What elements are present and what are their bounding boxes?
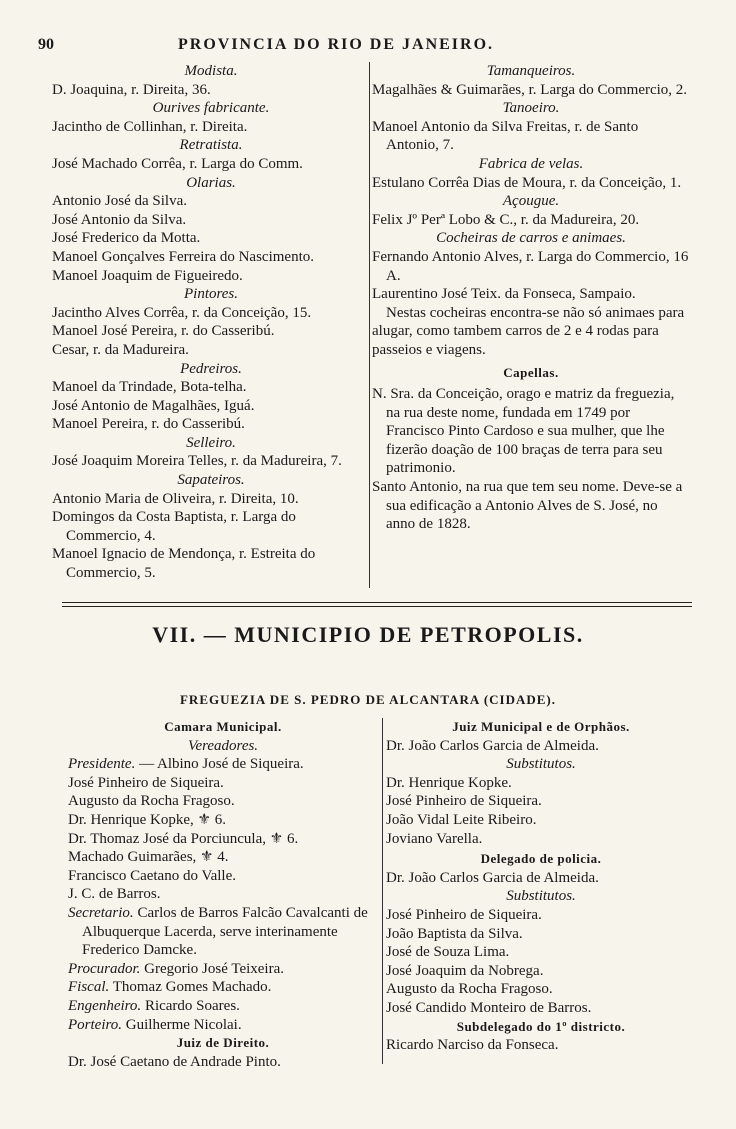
list-item: Antonio José da Silva. [52,193,187,210]
heading-capellas: Capellas. [503,364,559,380]
list-item: Dr. João Carlos Garcia de Almeida. [386,737,599,754]
list-item: Machado Guimarães, ⚜ 4. [68,849,229,866]
list-item: Francisco Caetano do Valle. [68,867,237,884]
secretario-entry [68,904,378,960]
list-item: José Antonio de Magalhães, Iguá. [52,397,255,414]
divider-rule [62,606,692,607]
heading-olarias: Olarias. [186,174,236,191]
list-item: José Pinheiro de Siqueira. [386,793,542,810]
list-item: Jacintho Alves Corrêa, r. da Conceição, 15. [52,304,312,321]
list-item: Joviano Varella. [386,830,483,847]
upper-right-column [372,62,690,534]
list-item: João Baptista da Silva. [386,925,523,942]
list-item: Manoel Pereira, r. do Casseribú. [52,416,245,433]
secretario-value: Carlos de Barros Falcão Cavalcanti de Albuquerque Lacerda, serve interinamente Frederico Damcke. [82,904,368,959]
heading-fabrica-velas: Fabrica de velas. [478,155,584,172]
list-item: Estulano Corrêa Dias de Moura, r. da Conceição, 1. [372,174,682,191]
list-item: Felix Jº Perª Lobo & C., r. da Madureira, 20. [372,211,640,228]
porteiro-entry [68,1016,378,1035]
list-item: Manoel Gonçalves Ferreira do Nascimento. [52,248,314,265]
heading-pintores: Pintores. [183,286,239,303]
list-item: Manoel Ignacio de Mendonça, r. Estreita do Commercio, 5. [52,546,316,582]
heading-tamanqueiros: Tamanqueiros. [486,63,576,79]
list-item: José Candido Monteiro de Barros. [386,999,592,1016]
list-item: N. Sra. da Conceição, orago e matriz da freguezia, na rua deste nome, fundada em 1749 por Francisco Pinto Cardoso e sua mulher, que lhe fizerão doação de 100 braças de terra para seu patrimonio. [372,386,675,477]
list-item: José de Souza Lima. [386,944,510,961]
list-item: Dr. Henrique Kopke. [386,774,512,791]
page-header [38,36,698,58]
engenheiro-value: Ricardo Soares. [141,997,240,1014]
heading-cocheiras: Cocheiras de carros e animaes. [436,230,626,247]
list-item: José Pinheiro de Siqueira. [68,774,224,791]
fiscal-label: Fiscal. [68,979,110,996]
heading-selleiro: Selleiro. [186,434,236,451]
heading-vereadores: Vereadores. [187,737,259,754]
list-item: José Antonio da Silva. [52,211,187,228]
list-item: Manoel José Pereira, r. do Casseribú. [52,323,275,340]
list-item: Manoel Antonio da Silva Freitas, r. de Santo Antonio, 7. [372,118,639,154]
heading-modista: Modista. [184,63,238,79]
list-item: Dr. Thomaz José da Porciuncula, ⚜ 6. [68,830,299,847]
heading-retratista: Retratista. [179,137,243,154]
column-divider [369,62,370,588]
list-item: Dr. Henrique Kopke, ⚜ 6. [68,811,226,828]
procurador-entry [68,960,378,979]
porteiro-value: Guilherme Nicolai. [122,1016,242,1033]
list-item: D. Joaquina, r. Direita, 36. [52,81,211,98]
secretario-label: Secretario. [68,904,134,921]
list-item: José Frederico da Motta. [52,230,201,247]
heading-pedreiros: Pedreiros. [180,360,242,377]
list-item: Jacintho de Collinhan, r. Direita. [52,118,248,135]
heading-subdelegado: Subdelegado do 1º districto. [456,1018,626,1034]
list-item: Ricardo Narciso da Fonseca. [386,1037,559,1054]
lower-right-column [386,718,696,1055]
list-item: Fernando Antonio Alves, r. Larga do Commercio, 16 A. [372,248,689,284]
heading-substitutos: Substitutos. [506,756,576,773]
list-item: Manoel da Trindade, Bota-telha. [52,379,247,396]
running-title: PROVINCIA DO RIO DE JANEIRO. [178,36,495,53]
list-item: J. C. de Barros. [68,886,161,903]
heading-tanoeiro: Tanoeiro. [502,100,560,117]
list-item: José Pinheiro de Siqueira. [386,906,542,923]
engenheiro-entry [68,997,378,1016]
list-item: João Vidal Leite Ribeiro. [386,811,537,828]
list-item: Magalhães & Guimarães, r. Larga do Commercio, 2. [372,81,688,98]
heading-substitutos: Substitutos. [506,888,576,905]
heading-delegado: Delegado de policia. [480,851,602,867]
divider-rule [62,602,692,603]
list-item: Augusto da Rocha Fragoso. [386,981,553,998]
procurador-value: Gregorio José Teixeira. [140,960,285,977]
heading-ourives: Ourives fabricante. [152,100,270,117]
lower-left-column [68,718,378,1071]
list-item: Dr. João Carlos Garcia de Almeida. [386,869,599,886]
heading-sapateiros: Sapateiros. [177,472,245,489]
engenheiro-label: Engenheiro. [68,997,142,1014]
section-title: VII. — MUNICIPIO DE PETROPOLIS. [152,622,584,647]
list-item: Antonio Maria de Oliveira, r. Direita, 10. [52,490,299,507]
list-item: Domingos da Costa Baptista, r. Larga do Commercio, 4. [52,509,296,544]
procurador-label: Procurador. [68,960,141,977]
heading-camara: Camara Municipal. [164,719,282,734]
presidente-entry [68,755,378,774]
column-divider [382,718,383,1064]
heading-acougue: Açougue. [502,193,560,210]
list-item: Santo Antonio, na rua que tem seu nome. Deve-se a sua edificação a Antonio Alves de S. José, no anno de 1828. [372,479,683,533]
list-item: Manoel Joaquim de Figueiredo. [52,267,243,284]
list-item: José Joaquim da Nobrega. [386,962,544,979]
cocheiras-note: Nestas cocheiras encontra-se não só animaes para alugar, como tambem carros de 2 e 4 rodas para passeios e viagens. [372,304,685,358]
fiscal-entry [68,978,378,997]
list-item: Dr. José Caetano de Andrade Pinto. [68,1053,281,1070]
list-item: Laurentino José Teix. da Fonseca, Sampaio. [372,286,636,303]
list-item: José Machado Corrêa, r. Larga do Comm. [52,155,303,172]
list-item: Cesar, r. da Madureira. [52,341,189,358]
porteiro-label: Porteiro. [68,1016,123,1033]
presidente-value: — Albino José de Siqueira. [135,756,304,773]
heading-juiz-direito: Juiz de Direito. [176,1035,270,1051]
upper-left-column [52,62,370,583]
page-number: 90 [38,36,54,53]
parish-heading: FREGUEZIA DE S. PEDRO DE ALCANTARA (CIDADE). [179,692,557,707]
list-item: José Joaquim Moreira Telles, r. da Madureira, 7. [52,453,342,470]
list-item: Augusto da Rocha Fragoso. [68,793,235,810]
presidente-label: Presidente. [68,756,136,773]
fiscal-value: Thomaz Gomes Machado. [109,979,272,996]
heading-juiz-municipal: Juiz Municipal e de Orphãos. [452,719,630,734]
